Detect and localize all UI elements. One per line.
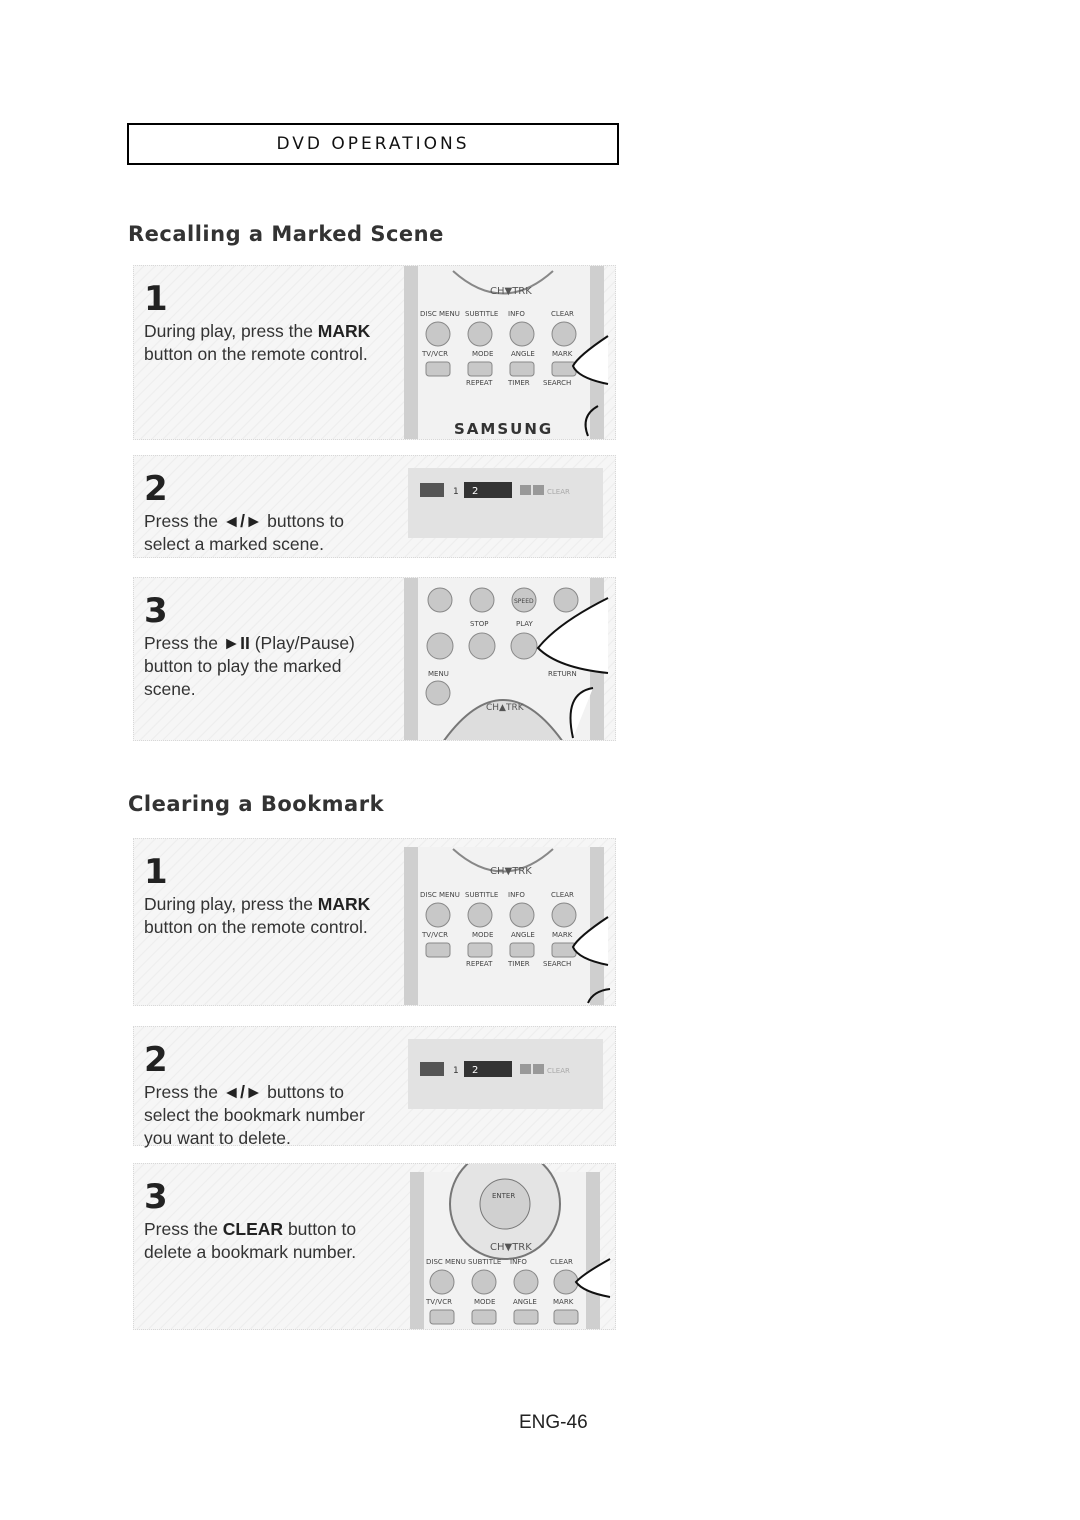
step-description: Press the ◄/► buttons to select the bookmark number you want to delete. <box>144 1082 365 1148</box>
step-number: 2 <box>144 1040 168 1080</box>
step-description: During play, press the MARK button on the remote control. <box>144 894 371 937</box>
angle-label: ANGLE <box>511 350 535 358</box>
subtitle-label: SUBTITLE <box>465 310 499 318</box>
step-number: 2 <box>144 469 168 509</box>
ch-trk-label: CH▼TRK <box>490 286 532 297</box>
step-description: Press the CLEAR button to delete a bookmark number. <box>144 1219 357 1262</box>
repeat-label: REPEAT <box>466 379 493 387</box>
angle-label: ANGLE <box>511 931 535 939</box>
osd-clear: CLEAR <box>547 1067 570 1075</box>
play-label: PLAY <box>516 620 533 628</box>
subtitle-label: SUBTITLE <box>465 891 499 899</box>
osd-number-1: 1 <box>453 1066 459 1076</box>
osd-bookmark-illustration <box>398 1027 615 1145</box>
mode-label: MODE <box>472 931 494 939</box>
timer-label: TIMER <box>508 379 530 387</box>
osd-number-2: 2 <box>472 1065 479 1076</box>
step-card <box>133 577 616 741</box>
tvvcr-label: TV/VCR <box>422 350 448 358</box>
info-label: INFO <box>508 310 525 318</box>
step-description: Press the ◄/► buttons to select a marked scene. <box>144 511 345 554</box>
osd-bookmark-illustration <box>398 456 615 557</box>
repeat-label: REPEAT <box>466 960 493 968</box>
disc-menu-label: DISC MENU <box>426 1258 466 1266</box>
menu-label: MENU <box>428 670 449 678</box>
remote-illustration-mark <box>398 839 615 1005</box>
mark-label: MARK <box>552 350 573 358</box>
step-number: 1 <box>144 279 168 319</box>
step-card <box>133 1026 616 1146</box>
page-number: ENG-46 <box>519 1412 588 1433</box>
step-card <box>133 1163 616 1330</box>
return-label: RETURN <box>548 670 577 678</box>
search-label: SEARCH <box>543 379 572 387</box>
step-card <box>133 265 616 440</box>
section-header <box>127 123 619 165</box>
step-number: 3 <box>144 591 168 631</box>
disc-menu-label: DISC MENU <box>420 891 460 899</box>
step-number: 1 <box>144 852 168 892</box>
tvvcr-label: TV/VCR <box>426 1298 452 1306</box>
tvvcr-label: TV/VCR <box>422 931 448 939</box>
speed-label: SPEED <box>514 598 534 605</box>
remote-illustration-play <box>398 578 615 740</box>
info-label: INFO <box>508 891 525 899</box>
brand-logo: SAMSUNG <box>454 420 554 438</box>
ch-trk-label: CH▼TRK <box>490 1242 532 1253</box>
section-title-recall: Recalling a Marked Scene <box>128 222 444 246</box>
enter-label: ENTER <box>492 1192 516 1200</box>
section-title-clear: Clearing a Bookmark <box>128 792 385 816</box>
angle-label: ANGLE <box>513 1298 537 1306</box>
disc-menu-label: DISC MENU <box>420 310 460 318</box>
osd-number-2: 2 <box>472 486 479 497</box>
mode-label: MODE <box>472 350 494 358</box>
search-label: SEARCH <box>543 960 572 968</box>
header-title: DVD OPERATIONS <box>276 134 470 154</box>
osd-number-1: 1 <box>453 487 459 497</box>
osd-clear: CLEAR <box>547 488 570 496</box>
ch-trk-up-label: CH▲TRK <box>486 703 524 713</box>
step-description: During play, press the MARK button on the remote control. <box>144 321 371 364</box>
step-card <box>133 455 616 558</box>
clear-label: CLEAR <box>551 891 574 899</box>
subtitle-label: SUBTITLE <box>468 1258 502 1266</box>
mark-label: MARK <box>552 931 573 939</box>
mark-label: MARK <box>553 1298 574 1306</box>
ch-trk-label: CH▼TRK <box>490 866 532 877</box>
step-description: Press the ►II (Play/Pause) button to play the marked scene. <box>144 633 355 699</box>
timer-label: TIMER <box>508 960 530 968</box>
remote-illustration-clear <box>398 1164 615 1329</box>
stop-label: STOP <box>470 620 489 628</box>
info-label: INFO <box>510 1258 527 1266</box>
step-card <box>133 838 616 1006</box>
mode-label: MODE <box>474 1298 496 1306</box>
remote-illustration-mark <box>398 266 615 439</box>
clear-label: CLEAR <box>551 310 574 318</box>
step-number: 3 <box>144 1177 168 1217</box>
clear-label: CLEAR <box>550 1258 573 1266</box>
